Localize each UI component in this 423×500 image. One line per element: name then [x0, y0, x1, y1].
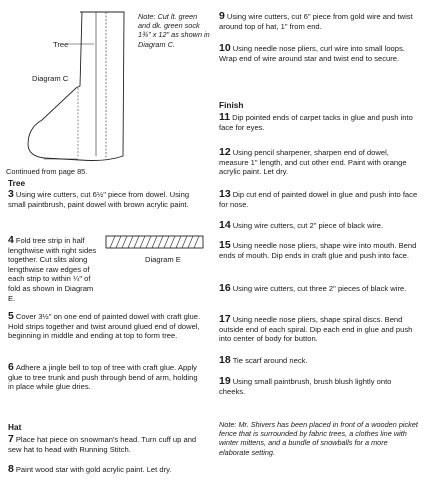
- step-19-number: 19: [219, 375, 231, 387]
- step-18-text: Tie scarf around neck.: [232, 356, 308, 365]
- tree-heading: Tree: [8, 178, 26, 188]
- step-12-number: 12: [219, 146, 231, 158]
- step-12: [219, 148, 419, 177]
- step-13: [219, 190, 419, 209]
- step-8-number: 8: [8, 463, 14, 475]
- step-5-number: 5: [8, 310, 14, 322]
- step-6-text: Adhere a jingle bell to top of tree with craft glue. Apply glue to tree trunk and push through bend of arm, holding in place while glue dries.: [8, 363, 198, 392]
- closing-note: Note: Mr. Shivers has been placed in front of a wooden picket fence that is surrounded by fabric trees, a clothes line with winter mittens, and a bundle of snowballs for a more elaborate setting.: [219, 420, 418, 457]
- step-10-text: Using needle nose pliers, curl wire into small loops. Wrap end of wire around star and twist end to secure.: [219, 44, 405, 63]
- step-16-number: 16: [219, 282, 231, 294]
- step-15-number: 15: [219, 239, 231, 251]
- step-7-text: Place hat piece on snowman's head. Turn cuff up and sew hat to head with Running Stitch.: [8, 435, 197, 454]
- step-16: [219, 284, 419, 294]
- step-3: [8, 190, 204, 209]
- step-14-number: 14: [219, 219, 231, 231]
- step-11-text: Dip pointed ends of carpet tacks in glue and push into face for eyes.: [219, 113, 413, 132]
- step-10-number: 10: [219, 42, 231, 54]
- finish-heading: Finish: [219, 100, 244, 110]
- step-17-text: Using needle nose pliers, shape spiral discs. Bend outside end of each spiral. Dip each end in glue and push into center of body for button.: [219, 315, 413, 344]
- step-7: [8, 435, 204, 454]
- step-18-number: 18: [219, 354, 231, 366]
- step-18: [219, 356, 419, 366]
- continued-note: Continued from page 85.: [6, 167, 88, 176]
- step-5: [8, 312, 204, 341]
- step-9-number: 9: [219, 10, 225, 22]
- step-15-text: Using needle nose pliers, shape wire into mouth. Bend ends of mouth. Dip ends in craft glue and push into face.: [219, 241, 417, 260]
- step-3-number: 3: [8, 188, 14, 200]
- step-17: [219, 315, 419, 344]
- step-5-text: Cover 3½" on one end of painted dowel with craft glue. Hold strips together and twist around glued end of dowel, beginning in middle and ending at top to form tree.: [8, 312, 201, 341]
- tree-label: Tree: [53, 40, 69, 49]
- step-7-number: 7: [8, 433, 14, 445]
- step-15: [219, 241, 419, 260]
- step-19: [219, 377, 419, 396]
- step-4-text: Fold tree strip in half lengthwise with right sides together. Cut slits along lengthwise raw edges of each strip to within ¼" of fold as shown in Diagram E.: [8, 236, 97, 303]
- diagram-e-label: Diagram E: [145, 255, 181, 264]
- step-19-text: Using small paintbrush, brush blush lightly onto cheeks.: [219, 377, 392, 396]
- hat-heading: Hat: [8, 422, 22, 432]
- step-9: [219, 12, 419, 31]
- step-6-number: 6: [8, 361, 14, 373]
- step-14-text: Using wire cutters, cut 2" piece of black wire.: [232, 221, 384, 230]
- step-13-text: Dip cut end of painted dowel in glue and push into face for nose.: [219, 190, 418, 209]
- step-11-number: 11: [219, 111, 231, 123]
- step-8: [8, 465, 204, 475]
- step-8-text: Paint wood star with gold acrylic paint. Let dry.: [15, 465, 172, 474]
- sock-diagram-c-drawing: [20, 8, 135, 164]
- step-12-text: Using pencil sharpener, sharpen end of dowel, measure 1" length, and cut other end. Paint with orange acrylic paint. Let dry.: [219, 148, 407, 177]
- diagram-c-note: Note: Cut lt. green and dk. green sock 1¾" x 12" as shown in Diagram C.: [138, 12, 210, 49]
- step-13-number: 13: [219, 188, 231, 200]
- step-3-text: Using wire cutters, cut 6½" piece from dowel. Using small paintbrush, paint dowel with brown acrylic paint.: [8, 190, 190, 209]
- step-17-number: 17: [219, 313, 231, 325]
- step-10: [219, 44, 419, 63]
- step-9-text: Using wire cutters, cut 6" piece from gold wire and twist around top of hat, 1" from end.: [219, 12, 413, 31]
- step-16-text: Using wire cutters, cut three 2" pieces of black wire.: [232, 284, 407, 293]
- step-6: [8, 363, 204, 392]
- diagram-c-label: Diagram C: [32, 74, 69, 83]
- step-14: [219, 221, 419, 231]
- step-4-number: 4: [8, 234, 14, 246]
- step-4: [8, 236, 204, 303]
- step-11: [219, 113, 419, 132]
